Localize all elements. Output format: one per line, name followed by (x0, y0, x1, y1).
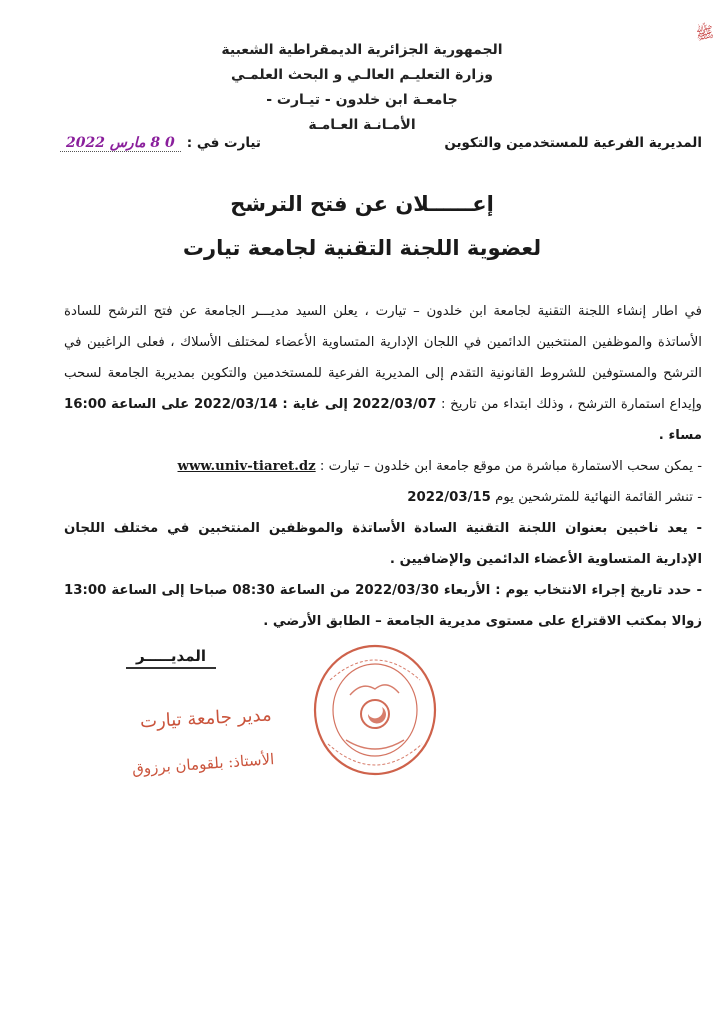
hour-text: على الساعة (111, 397, 190, 412)
signature-block (110, 640, 450, 810)
corner-handwritten-mark: ﷺ (693, 22, 716, 44)
bullet-website-text: - يمكن سحب الاستمارة مباشرة من موقع جامعة ابن خلدون – تيارت : (319, 459, 702, 474)
election-day-text: - حدد تاريخ إجراء الانتخاب يوم : الأربعاء (443, 583, 702, 598)
letterhead-ministry: وزارة التعليـم العالـي و البحث العلمـي (231, 67, 493, 83)
letterhead-secretariat: الأمـانـة العـامـة (308, 117, 416, 133)
close-time: 13:00 (64, 583, 107, 598)
place-prefix: تيارت في : (186, 135, 262, 151)
until-text: إلى غاية : (282, 397, 348, 412)
meta-row (60, 130, 702, 156)
letterhead-university: جامعـة ابن خلدون - تيـارت - (266, 92, 458, 108)
signature-title: مدير جامعة تيارت (139, 704, 273, 733)
announcement-title (0, 182, 724, 270)
end-date: 2022/03/14 (193, 397, 278, 412)
start-date: 2022/03/07 (352, 397, 437, 412)
signature-name: الأستاذ: بلقومان برزوق (131, 750, 275, 778)
body-paragraph (64, 296, 702, 451)
bullet-election-date (64, 575, 702, 637)
department-label: المديرية الفرعية للمستخدمين والتكوين (444, 135, 702, 151)
website-link[interactable]: www.univ-tiaret.dz (177, 459, 316, 474)
election-date: 2022/03/30 (355, 583, 439, 598)
title-line-1: إعــــــلان عن فتح الترشح (230, 192, 494, 216)
letterhead (0, 38, 724, 138)
bullet-final-list-text: - تنشر القائمة النهائية للمترشحين يوم (495, 490, 702, 505)
polling-place-text: زوالا بمكتب الاقتراع على مستوى مديرية الجامعة – الطابق الأرضي . (263, 614, 702, 629)
from-hour-text: من الساعة (279, 583, 351, 598)
bullet-website (64, 451, 702, 482)
bullet-final-list (64, 482, 702, 513)
director-label: المديـــــر (126, 647, 216, 669)
end-time: 16:00 (64, 397, 107, 412)
start-time: 08:30 (232, 583, 275, 598)
place-date (60, 135, 261, 152)
to-hour-text: صباحا إلى الساعة (111, 583, 228, 598)
evening-text: مساء . (658, 428, 702, 443)
final-list-date: 2022/03/15 (407, 490, 491, 505)
para1-text: في اطار إنشاء اللجنة التقنية لجامعة ابن خلدون – تيارت ، يعلن السيد مديـــر الجامعة عن فتح الترشح للسادة الأساتذة والموظفين المنتخبين الدائمين في اللجان الإدارية المتساوية الأعضاء لمختلف الأسلاك ، فعلى الراغبين في الترشح والمستوفين للشروط القانونية التقدم إلى المديرية الفرعية للمستخدمين والتكوين بمديرية الجامعة لسحب وإيداع استمارة الترشح ، وذلك ابتداء من تاريخ : (64, 304, 702, 412)
issue-date: 0 8 مارس 2022 (60, 135, 181, 152)
announcement-body (64, 296, 702, 637)
title-line-2: لعضوية اللجنة التقنية لجامعة تيارت (182, 236, 542, 260)
bullet-voters: - يعد ناخبين بعنوان اللجنة التقنية السادة الأساتذة والموظفين المنتخبين في مختلف اللجان الإدارية المتساوية الأعضاء الدائمين والإضافيين . (64, 521, 702, 567)
letterhead-republic: الجمهورية الجزائرية الديمقراطية الشعبية (221, 42, 503, 58)
official-stamp-icon (310, 640, 440, 780)
